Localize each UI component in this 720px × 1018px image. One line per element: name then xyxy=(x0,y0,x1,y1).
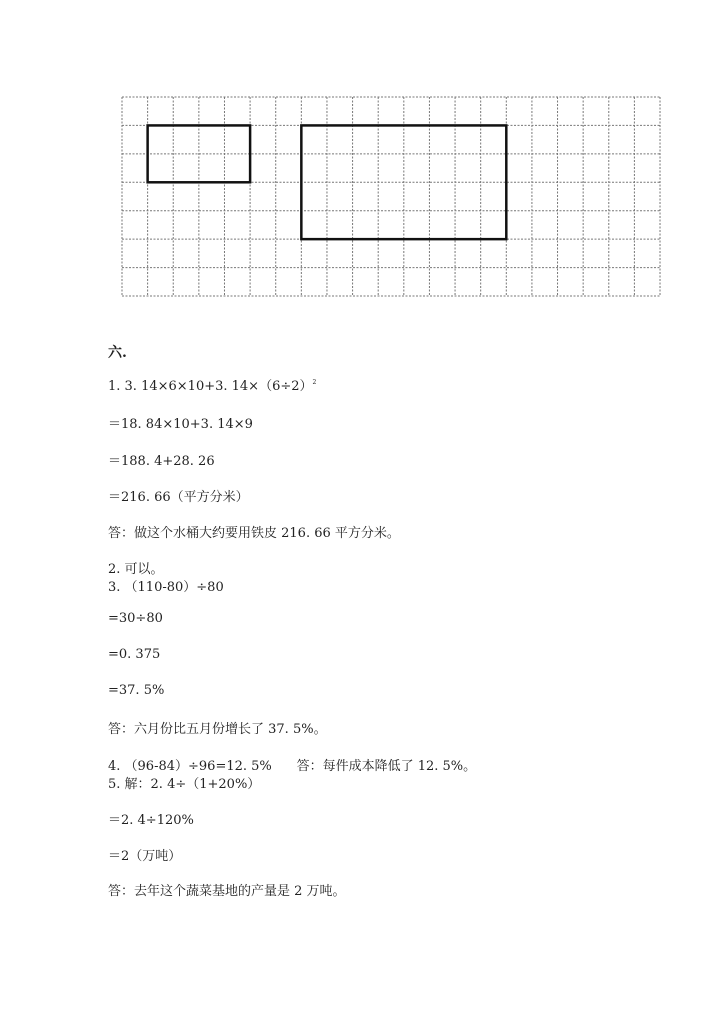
solution-line: ＝216. 66（平方分米） xyxy=(108,490,249,505)
solution-line: 3. （110-80）÷80 xyxy=(108,580,224,595)
solution-line: =30÷80 xyxy=(108,611,163,626)
solution-line: ＝2. 4÷120% xyxy=(108,813,194,828)
solution-line: ＝18. 84×10+3. 14×9 xyxy=(108,417,253,432)
solution-line xyxy=(108,375,316,394)
solution-line: =37. 5% xyxy=(108,683,165,698)
answer-line: 答：做这个水桶大约要用铁皮 216. 66 平方分米。 xyxy=(108,526,400,541)
solution-line: ＝2（万吨） xyxy=(108,849,182,864)
solution-line: 4. （96-84）÷96=12. 5% 答：每件成本降低了 12. 5%。 xyxy=(108,759,477,774)
square-grid-figure xyxy=(0,0,720,320)
answer-line: 答：去年这个蔬菜基地的产量是 2 万吨。 xyxy=(108,884,346,899)
line-text: 1. 3. 14×6×10+3. 14×（6÷2） xyxy=(108,379,313,394)
section-title: 六. xyxy=(108,345,127,361)
superscript: 2 xyxy=(312,379,317,386)
solution-line: 5. 解：2. 4÷（1+20%） xyxy=(108,777,261,792)
solution-line: 2. 可以。 xyxy=(108,562,164,577)
answer-line: 答：六月份比五月份增长了 37. 5%。 xyxy=(108,722,327,737)
solution-line: ＝188. 4+28. 26 xyxy=(108,454,215,469)
solution-line: =0. 375 xyxy=(108,647,161,662)
